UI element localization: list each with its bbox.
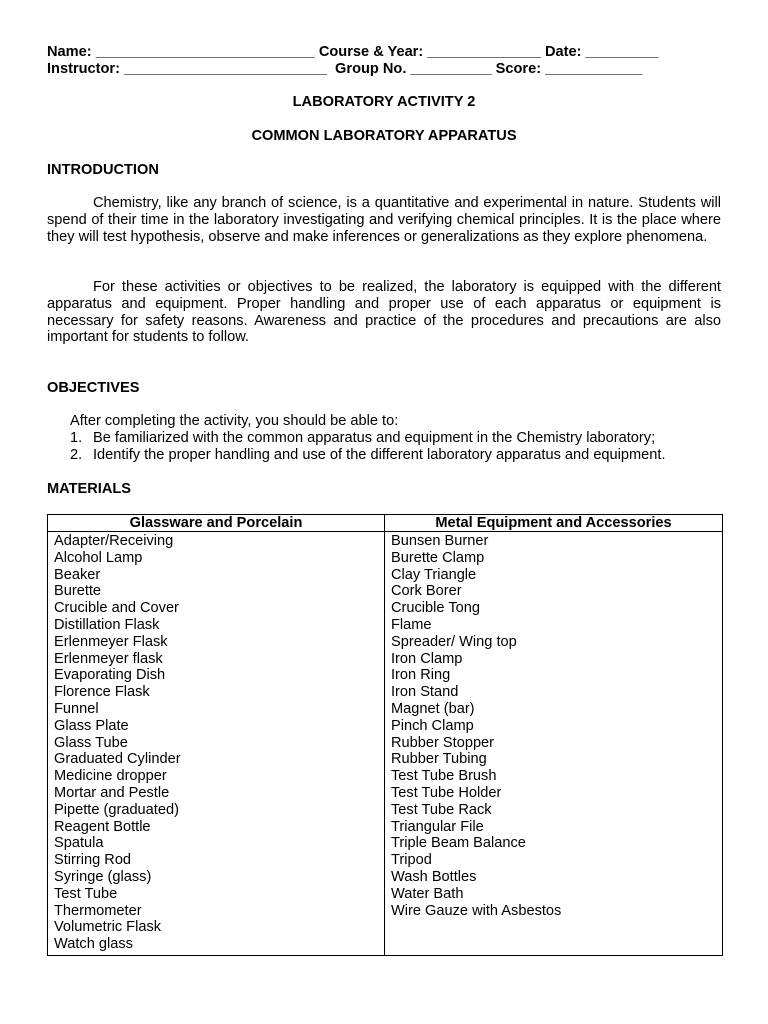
metal-item: Triangular File	[391, 818, 484, 835]
metal-item: Water Bath	[391, 885, 464, 902]
materials-table	[47, 514, 723, 956]
metal-item: Rubber Tubing	[391, 751, 487, 768]
objective-text: Be familiarized with the common apparatus and equipment in the Chemistry laboratory;	[93, 430, 656, 446]
metal-item: Crucible Tong	[391, 600, 480, 617]
glassware-item: Crucible and Cover	[54, 600, 179, 617]
metal-item: Test Tube Rack	[391, 801, 492, 818]
glassware-column-header: Glassware and Porcelain	[48, 515, 385, 532]
materials-table-body-row	[48, 532, 723, 956]
metal-item: Spreader/ Wing top	[391, 633, 517, 650]
materials-heading: MATERIALS	[47, 481, 132, 497]
metal-item: Test Tube Holder	[391, 784, 502, 801]
metal-item: Burette Clamp	[391, 549, 485, 566]
glassware-item: Medicine dropper	[54, 768, 167, 785]
glassware-item: Syringe (glass)	[54, 868, 152, 885]
objective-number: 2.	[70, 446, 83, 463]
glassware-item: Stirring Rod	[54, 852, 132, 869]
glassware-item: Evaporating Dish	[54, 667, 166, 684]
objectives-list	[70, 430, 666, 464]
glassware-item: Erlenmeyer Flask	[54, 633, 168, 650]
glassware-item: Glass Plate	[54, 717, 129, 734]
metal-item: Wire Gauze with Asbestos	[391, 902, 562, 919]
introduction-heading: INTRODUCTION	[47, 162, 159, 178]
glassware-list	[48, 532, 385, 956]
glassware-item: Graduated Cylinder	[54, 751, 181, 768]
glassware-item: Pipette (graduated)	[54, 801, 179, 818]
glassware-item: Distillation Flask	[54, 616, 160, 633]
metal-item: Iron Clamp	[391, 650, 463, 667]
metal-item: Iron Ring	[391, 667, 451, 684]
glassware-item: Beaker	[54, 566, 101, 583]
introduction-paragraph-1-text: Chemistry, like any branch of science, is a quantitative and experimental in nature. Students will spend of their time in the laboratory investigating and verifying chemical principles. It is the place where they will test hypothesis, observe and make inferences or generalizations as they explore phenomena.	[47, 195, 721, 245]
metal-item: Bunsen Burner	[391, 533, 489, 549]
materials-table-header-row	[48, 515, 723, 532]
metal-column-header: Metal Equipment and Accessories	[385, 515, 723, 532]
objective-item	[70, 447, 666, 464]
activity-title: LABORATORY ACTIVITY 2	[292, 94, 476, 110]
glassware-item: Mortar and Pestle	[54, 784, 170, 801]
metal-item: Pinch Clamp	[391, 717, 474, 734]
metal-item: Tripod	[391, 852, 432, 869]
metal-item: Wash Bottles	[391, 868, 477, 885]
glassware-item: Funnel	[54, 700, 99, 717]
glassware-item: Thermometer	[54, 902, 142, 919]
glassware-item: Erlenmeyer flask	[54, 650, 163, 667]
metal-item: Cork Borer	[391, 583, 462, 600]
glassware-item: Watch glass	[54, 936, 133, 953]
introduction-paragraph-2	[47, 279, 721, 346]
glassware-item: Test Tube	[54, 885, 118, 902]
glassware-item: Spatula	[54, 835, 104, 852]
glassware-item: Glass Tube	[54, 734, 128, 751]
metal-item: Magnet (bar)	[391, 700, 475, 717]
introduction-paragraph-1	[47, 195, 721, 245]
objectives-heading: OBJECTIVES	[47, 380, 140, 396]
metal-item: Iron Stand	[391, 684, 459, 701]
objective-text: Identify the proper handling and use of the different laboratory apparatus and equipment.	[93, 446, 666, 463]
activity-subtitle: COMMON LABORATORY APPARATUS	[251, 128, 517, 144]
introduction-paragraph-2-text: For these activities or objectives to be realized, the laboratory is equipped with the different apparatus and equipment. Proper handling and proper use of each apparatus or equipment is necessary for safety reasons. Awareness and practice of the procedures and precautions are also important for students to follow.	[47, 279, 721, 346]
glassware-item: Burette	[54, 583, 102, 600]
header-line-instructor: Instructor: _________________________ Group No. __________ Score: ____________	[47, 61, 643, 77]
metal-item: Triple Beam Balance	[391, 835, 526, 852]
glassware-item: Reagent Bottle	[54, 818, 151, 835]
glassware-item: Florence Flask	[54, 684, 150, 701]
metal-list	[385, 532, 723, 956]
glassware-item: Adapter/Receiving	[54, 533, 174, 549]
header-line-name: Name: ___________________________ Course & Year: ______________ Date: _________	[47, 44, 659, 60]
metal-item: Test Tube Brush	[391, 768, 497, 785]
metal-item: Clay Triangle	[391, 566, 477, 583]
metal-item: Flame	[391, 616, 432, 633]
metal-item: Rubber Stopper	[391, 734, 495, 751]
objective-number: 1.	[70, 430, 83, 446]
objective-item	[70, 430, 666, 447]
objectives-intro: After completing the activity, you should be able to:	[70, 413, 399, 429]
glassware-item: Alcohol Lamp	[54, 549, 143, 566]
glassware-item: Volumetric Flask	[54, 919, 162, 936]
